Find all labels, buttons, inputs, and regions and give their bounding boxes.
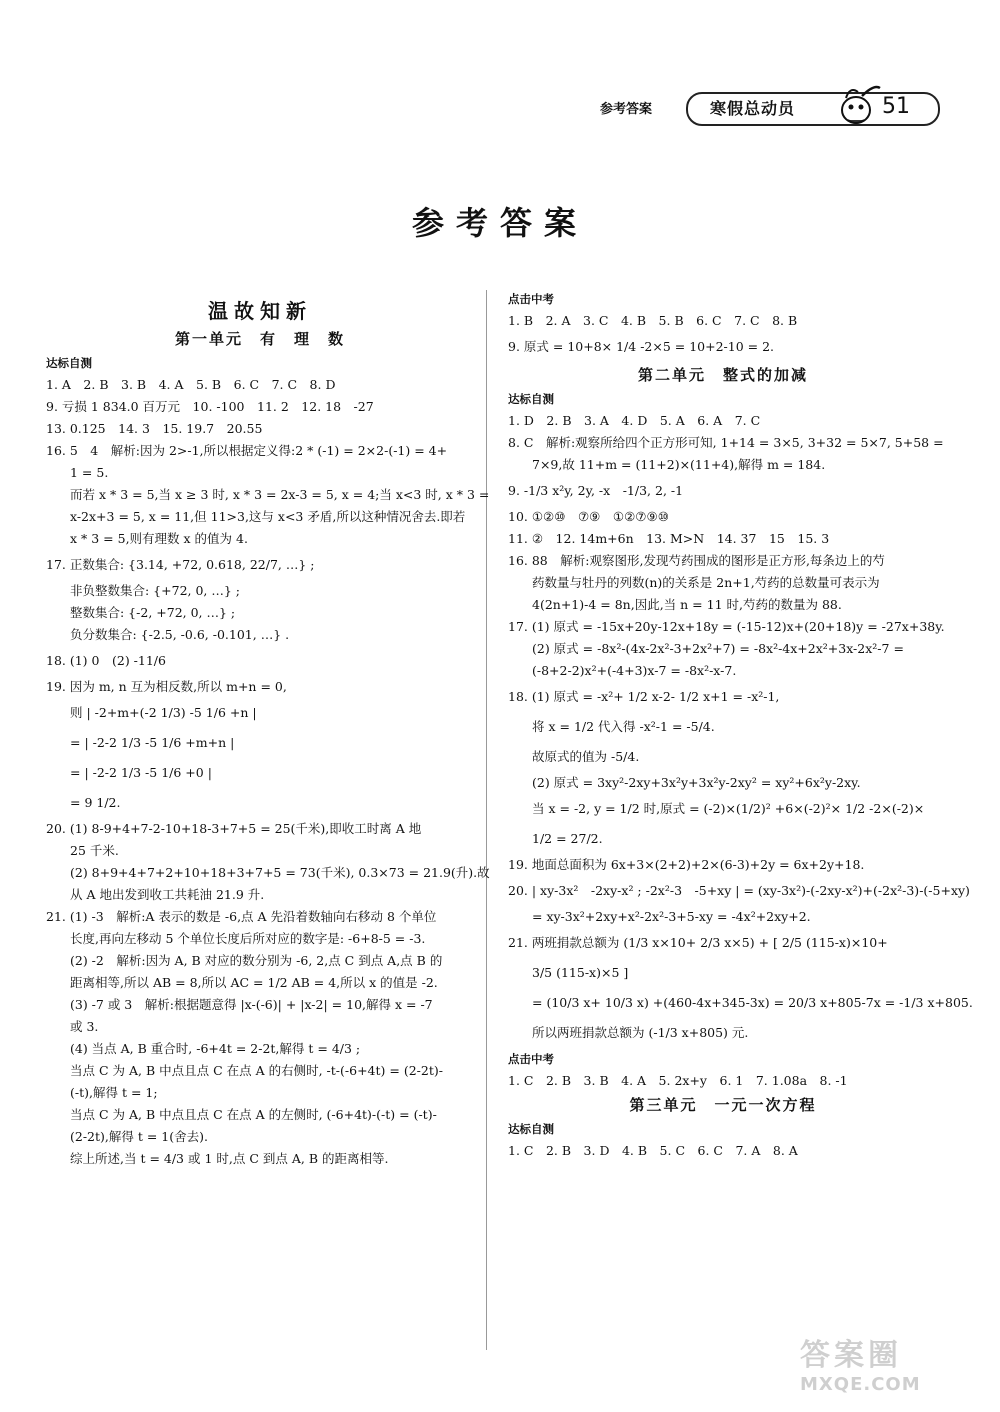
page-header (600, 88, 940, 128)
answer-line: = 9 1/2. (70, 795, 121, 810)
answer-line: 综上所述,当 t = 4/3 或 1 时,点 C 到点 A, B 的距离相等. (70, 1151, 389, 1166)
unit-title: 第二单元 整式的加减 (637, 366, 808, 384)
answer-line: 1. C 2. B 3. D 4. B 5. C 6. C 7. A 8. A (508, 1143, 798, 1158)
answer-line: 1/2 = 27/2. (532, 831, 603, 846)
answer-line: 10. ①②⑩ ⑦⑨ ①②⑦⑨⑩ (508, 509, 669, 524)
answer-line: (2-2t),解得 t = 1(舍去). (70, 1129, 208, 1144)
answer-line: 1. B 2. A 3. C 4. B 5. B 6. C 7. C 8. B (508, 313, 798, 328)
answer-line: 18. (1) 原式 = -x²+ 1/2 x-2- 1/2 x+1 = -x²-1, (508, 689, 780, 704)
answer-line: 故原式的值为 -5/4. (532, 749, 640, 764)
answer-line: 当点 C 为 A, B 中点且点 C 在点 A 的左侧时, (-6+4t)-(-t) = (-t)- (70, 1107, 437, 1122)
subsection-label: 点击中考 (508, 292, 554, 306)
answer-line: 3/5 (115-x)×5 ] (532, 965, 629, 980)
page-title: 参考答案 (411, 204, 588, 242)
answer-line: 19. 因为 m, n 互为相反数,所以 m+n = 0, (46, 679, 287, 694)
answer-line: 非负整数集合: {+72, 0, …} ; (70, 583, 241, 598)
unit-title: 第一单元 有 理 数 (174, 330, 345, 348)
answer-line: 21. 两班捐款总额为 (1/3 x×10+ 2/3 x×5) + [ 2/5 (115-x)×10+ (508, 935, 888, 950)
subsection-label: 点击中考 (508, 1052, 554, 1066)
watermark (800, 1330, 990, 1405)
answer-line: (2) 8+9+4+7+2+10+18+3+7+5 = 73(千米), 0.3×73 = 21.9(升).故 (70, 865, 490, 880)
answer-line: (2) 原式 = -8x²-(4x-2x²-3+2x²+7) = -8x²-4x+2x²+3x-2x²-7 = (532, 641, 904, 656)
answer-line: x * 3 = 5,则有理数 x 的值为 4. (70, 531, 248, 546)
right-column (508, 288, 973, 1162)
answer-line: 所以两班捐款总额为 (-1/3 x+805) 元. (532, 1025, 749, 1040)
answer-line: 25 千米. (70, 843, 119, 858)
answer-line: 当点 C 为 A, B 中点且点 C 在点 A 的右侧时, -t-(-6+4t) = (2-2t)- (70, 1063, 443, 1078)
answer-line: 13. 0.125 14. 3 15. 19.7 20.55 (46, 421, 263, 436)
answer-line: 9. 亏损 1 834.0 百万元 10. -100 11. 2 12. 18 -27 (46, 399, 374, 414)
answer-line: 17. 正数集合: {3.14, +72, 0.618, 22/7, …} ; (46, 557, 315, 572)
subsection-label: 达标自测 (46, 356, 92, 370)
watermark-text: 答案圈 (800, 1338, 902, 1373)
answer-line: (2) 原式 = 3xy²-2xy+3x²y+3x²y-2xy² = xy²+6x²y-2xy. (532, 775, 861, 790)
answer-line: 21. (1) -3 解析:A 表示的数是 -6,点 A 先沿着数轴向右移动 8 个单位 (46, 909, 437, 924)
answer-line: 负分数集合: {-2.5, -0.6, -0.101, …} . (70, 627, 290, 642)
left-column (46, 298, 490, 1170)
answer-line: 则 | -2+m+(-2 1/3) -5 1/6 +n | (70, 705, 257, 720)
answer-line: 8. C 解析:观察所给四个正方形可知, 1+14 = 3×5, 3+32 = 5×7, 5+58 = (508, 435, 944, 450)
answer-line: = | -2-2 1/3 -5 1/6 +0 | (70, 765, 212, 780)
unit-title: 第三单元 一元一次方程 (629, 1096, 817, 1114)
page-number: 51 (882, 94, 910, 119)
answer-line: 长度,再向左移动 5 个单位长度后所对应的数字是: -6+8-5 = -3. (70, 931, 426, 946)
answer-line: 或 3. (70, 1019, 99, 1034)
column-divider (486, 290, 487, 1350)
answer-line: 20. | xy-3x² -2xy-x² ; -2x²-3 -5+xy | = (xy-3x²)-(-2xy-x²)+(-2x²-3)-(-5+xy) (508, 883, 970, 898)
answer-line: 18. (1) 0 (2) -11/6 (46, 653, 166, 668)
header-section-label: 参考答案 (600, 102, 653, 117)
answer-line: = (10/3 x+ 10/3 x) +(460-4x+345-3x) = 20/3 x+805-7x = -1/3 x+805. (532, 995, 973, 1010)
section-title: 温故知新 (208, 299, 312, 323)
answer-line: = | -2-2 1/3 -5 1/6 +m+n | (70, 735, 235, 750)
answer-line: (2) -2 解析:因为 A, B 对应的数分别为 -6, 2,点 C 到点 A,点 B 的 (70, 953, 443, 968)
answer-line: = xy-3x²+2xy+x²-2x²-3+5-xy = -4x²+2xy+2. (532, 909, 811, 924)
answer-line: x-2x+3 = 5, x = 11,但 11>3,这与 x<3 矛盾,所以这种情况舍去.即若 (70, 509, 466, 524)
mascot-icon (828, 80, 884, 128)
answer-line: 17. (1) 原式 = -15x+20y-12x+18y = (-15-12)x+(20+18)y = -27x+38y. (508, 619, 945, 634)
watermark-url: MXQE.COM (800, 1374, 921, 1395)
answer-line: 20. (1) 8-9+4+7-2-10+18-3+7+5 = 25(千米),即收工时离 A 地 (46, 821, 422, 836)
answer-line: 药数量与牡丹的列数(n)的关系是 2n+1,芍药的总数量可表示为 (532, 575, 880, 590)
answer-line: 19. 地面总面积为 6x+3×(2+2)+2×(6-3)+2y = 6x+2y+18. (508, 857, 865, 872)
answer-line: 当 x = -2, y = 1/2 时,原式 = (-2)×(1/2)² +6×(-2)²× 1/2 -2×(-2)× (532, 801, 925, 816)
answer-line: 1 = 5. (70, 465, 109, 480)
answer-line: 4(2n+1)-4 = 8n,因此,当 n = 11 时,芍药的数量为 88. (532, 597, 842, 612)
answer-line: (3) -7 或 3 解析:根据题意得 |x-(-6)| + |x-2| = 10,解得 x = -7 (70, 997, 433, 1012)
answer-line: 9. 原式 = 10+8× 1/4 -2×5 = 10+2-10 = 2. (508, 339, 775, 354)
answer-line: 16. 88 解析:观察图形,发现芍药围成的图形是正方形,每条边上的芍 (508, 553, 885, 568)
answer-line: 而若 x * 3 = 5,当 x ≥ 3 时, x * 3 = 2x-3 = 5, x = 4;当 x<3 时, x * 3 = (70, 487, 490, 502)
answer-line: 将 x = 1/2 代入得 -x²-1 = -5/4. (532, 719, 715, 734)
answer-line: 11. ② 12. 14m+6n 13. M>N 14. 37 15 15. 3 (508, 531, 830, 546)
answer-line: 1. D 2. B 3. A 4. D 5. A 6. A 7. C (508, 413, 761, 428)
answer-line: 距离相等,所以 AB = 8,所以 AC = 1/2 AB = 4,所以 x 的值是 -2. (70, 975, 438, 990)
answer-line: 7×9,故 11+m = (11+2)×(11+4),解得 m = 184. (532, 457, 826, 472)
answer-line: (-8+2-2)x²+(-4+3)x-7 = -8x²-x-7. (532, 663, 737, 678)
answer-line: 整数集合: {-2, +72, 0, …} ; (70, 605, 236, 620)
answer-line: 1. C 2. B 3. B 4. A 5. 2x+y 6. 1 7. 1.08a 8. -1 (508, 1073, 848, 1088)
book-title: 寒假总动员 (710, 99, 796, 118)
subsection-label: 达标自测 (508, 1122, 554, 1136)
answer-line: 1. A 2. B 3. B 4. A 5. B 6. C 7. C 8. D (46, 377, 336, 392)
answer-line: (4) 当点 A, B 重合时, -6+4t = 2-2t,解得 t = 4/3 ; (70, 1041, 361, 1056)
answer-line: 从 A 地出发到收工共耗油 21.9 升. (70, 887, 265, 902)
answer-line: (-t),解得 t = 1; (70, 1085, 158, 1100)
answer-line: 16. 5 4 解析:因为 2>-1,所以根据定义得:2 * (-1) = 2×2-(-1) = 4+ (46, 443, 448, 458)
subsection-label: 达标自测 (508, 392, 554, 406)
answer-line: 9. -1/3 x²y, 2y, -x -1/3, 2, -1 (508, 483, 684, 498)
